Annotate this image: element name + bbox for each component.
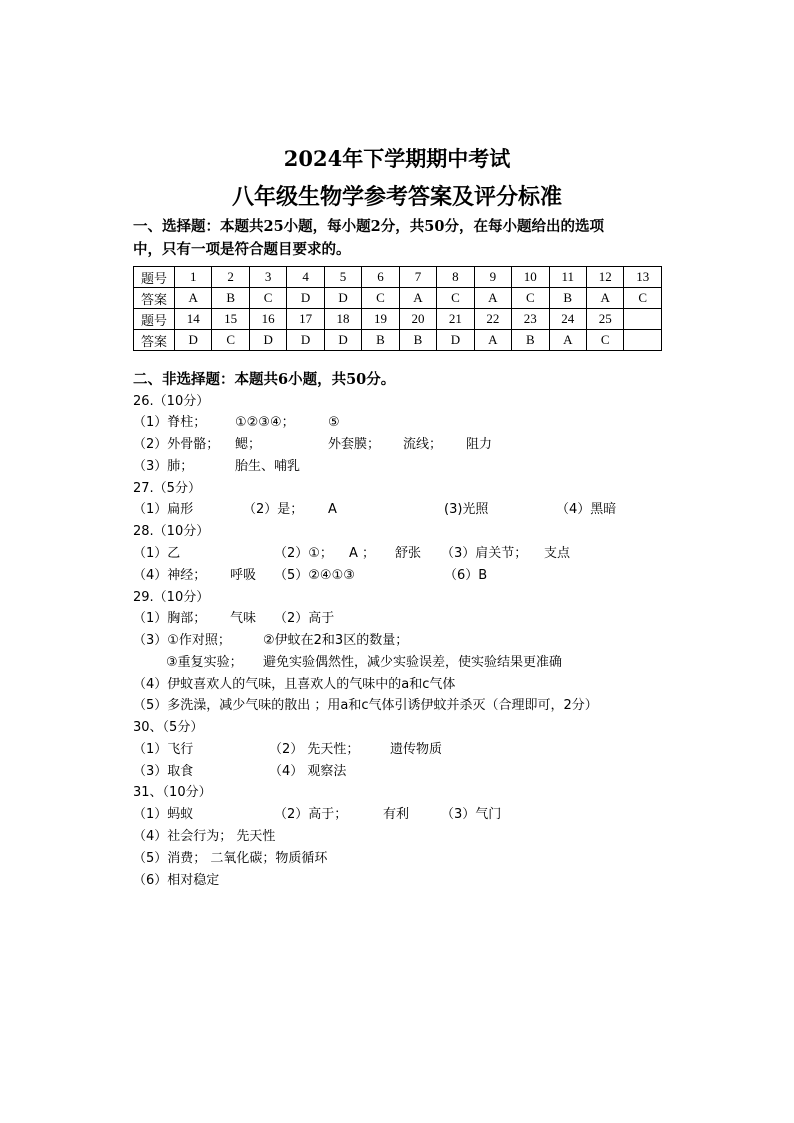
answer-cell: 16 (249, 309, 286, 330)
answer-cell: 15 (212, 309, 249, 330)
answer-cell: D (324, 288, 361, 309)
q28-1-b: （2）①； (274, 546, 333, 561)
answer-cell: 10 (512, 267, 549, 288)
answer-cell: 3 (249, 267, 286, 288)
q28-2-b: 呼吸 (230, 568, 257, 583)
answer-cell: A (586, 288, 623, 309)
answer-cell: B (362, 330, 399, 351)
q29-1-c: （2）高于 (274, 611, 335, 626)
answer-cell: 8 (437, 267, 474, 288)
answer-cell: 7 (399, 267, 436, 288)
answer-cell: 25 (586, 309, 623, 330)
q28-2-d: （6）B (444, 568, 488, 583)
q29-3-b: 避免实验偶然性，减少实验误差，使实验结果更准确 (263, 655, 563, 670)
section1-line1: 一、选择题：本题共25小题，每小题2分，共50分，在每小题给出的选项 (133, 218, 604, 235)
q29-line4: （4）伊蚊喜欢人的气味，且喜欢人的气味中的a和c气体 (133, 677, 456, 692)
q29-3-a: ③重复实验； (166, 655, 243, 670)
answer-cell: 11 (549, 267, 586, 288)
answer-cell: D (324, 330, 361, 351)
q26-2-a: （2）外骨骼； (133, 437, 220, 452)
q28-2-c: （5）②④①③ (274, 568, 355, 583)
answer-cell: A (474, 330, 511, 351)
answer-cell: 17 (287, 309, 324, 330)
answer-cell: C (212, 330, 249, 351)
answer-cell: C (362, 288, 399, 309)
q28-1-e: （3）肩关节； (441, 546, 528, 561)
answer-cell: B (399, 330, 436, 351)
q28-1-c: A ； (349, 546, 376, 561)
section1-heading (133, 215, 673, 261)
table-row (134, 288, 662, 309)
answer-cell: 20 (399, 309, 436, 330)
answer-cell: B (212, 288, 249, 309)
table-row (134, 330, 662, 351)
q28-1-d: 舒张 (395, 546, 422, 561)
q26-1-c: ⑤ (328, 415, 340, 430)
q29-2-a: （3）①作对照； (133, 633, 231, 648)
answer-cell: 5 (324, 267, 361, 288)
table-row (134, 309, 662, 330)
answer-cell: 4 (287, 267, 324, 288)
q31-line4: （6）相对稳定 (133, 873, 220, 888)
row-header-cell: 答案 (134, 330, 175, 351)
answer-cell: 9 (474, 267, 511, 288)
q30-2-a: （3）取食 (133, 764, 194, 779)
q29-heading: 29.（10分） (133, 590, 210, 605)
section1-line2: 中，只有一项是符合题目要求的。 (133, 241, 351, 258)
q30-heading: 30、（5分） (133, 720, 204, 735)
section2-heading: 二、非选择题：本题共6小题，共50分。 (133, 371, 396, 388)
page-title: 2024年下学期期中考试 (283, 146, 511, 171)
answer-cell (624, 330, 662, 351)
q26-heading: 26.（10分） (133, 394, 210, 409)
q31-1-a: （1）蚂蚁 (133, 807, 194, 822)
q31-1-d: （3）气门 (441, 807, 502, 822)
q27-1-c: A (328, 502, 337, 517)
answer-cell: 2 (212, 267, 249, 288)
answer-cell: B (512, 330, 549, 351)
answer-table (133, 266, 662, 351)
answer-cell: A (474, 288, 511, 309)
answer-cell: C (624, 288, 662, 309)
q30-2-b: （4） 观察法 (269, 764, 347, 779)
answer-cell: 24 (549, 309, 586, 330)
q26-2-e: 阻力 (466, 437, 493, 452)
q31-1-b: （2）高于； (274, 807, 348, 822)
q30-1-a: （1）飞行 (133, 742, 194, 757)
answer-cell: D (175, 330, 212, 351)
q26-2-c: 外套膜； (328, 437, 381, 452)
answer-cell: 18 (324, 309, 361, 330)
q27-heading: 27.（5分） (133, 481, 201, 496)
q29-1-a: （1）胸部； (133, 611, 207, 626)
q26-1-b: ①②③④； (235, 415, 295, 430)
q27-1-a: （1）扁形 (133, 502, 194, 517)
answer-cell: C (249, 288, 286, 309)
answer-cell: A (549, 330, 586, 351)
answer-cell: 12 (586, 267, 623, 288)
answer-cell: D (287, 288, 324, 309)
answer-cell: 13 (624, 267, 662, 288)
answer-cell: 14 (175, 309, 212, 330)
q28-heading: 28.（10分） (133, 524, 210, 539)
q31-line3: （5）消费； 二氧化碳；物质循环 (133, 851, 328, 866)
row-header-cell: 题号 (134, 267, 175, 288)
page-subtitle: 八年级生物学参考答案及评分标准 (231, 184, 562, 210)
answer-cell: C (512, 288, 549, 309)
q29-1-b: 气味 (230, 611, 257, 626)
answer-cell: C (586, 330, 623, 351)
q26-1-a: （1）脊柱； (133, 415, 207, 430)
q27-1-b: （2）是； (243, 502, 304, 517)
q26-3-b: 胎生、哺乳 (235, 459, 301, 474)
answer-cell: D (437, 330, 474, 351)
answer-cell: 1 (175, 267, 212, 288)
answer-cell: 22 (474, 309, 511, 330)
answer-cell: A (175, 288, 212, 309)
table-row (134, 267, 662, 288)
q31-heading: 31、（10分） (133, 785, 212, 800)
q28-2-a: （4）神经； (133, 568, 207, 583)
q31-1-c: 有利 (383, 807, 410, 822)
answer-cell (624, 309, 662, 330)
q30-1-c: 遗传物质 (390, 742, 443, 757)
q27-1-d: (3)光照 (444, 502, 489, 517)
answer-cell: A (399, 288, 436, 309)
row-header-cell: 题号 (134, 309, 175, 330)
answer-cell: 21 (437, 309, 474, 330)
q28-1-f: 支点 (544, 546, 571, 561)
q27-1-e: （4）黑暗 (556, 502, 617, 517)
answer-cell: 19 (362, 309, 399, 330)
q31-line2: （4）社会行为； 先天性 (133, 829, 276, 844)
answer-cell: B (549, 288, 586, 309)
answer-cell: 23 (512, 309, 549, 330)
answer-cell: C (437, 288, 474, 309)
q26-3-a: （3）肺； (133, 459, 194, 474)
row-header-cell: 答案 (134, 288, 175, 309)
q28-1-a: （1）乙 (133, 546, 181, 561)
answer-cell: D (287, 330, 324, 351)
answer-cell: 6 (362, 267, 399, 288)
q30-1-b: （2） 先天性； (269, 742, 360, 757)
q26-2-d: 流线； (403, 437, 443, 452)
q26-2-b: 鳃； (235, 437, 262, 452)
q29-2-b: ②伊蚊在2和3区的数量； (263, 633, 409, 648)
q29-line5: （5）多洗澡，减少气味的散出 ；用a和c气体引诱伊蚊并杀灭（合理即可，2分） (133, 698, 598, 713)
answer-cell: D (249, 330, 286, 351)
